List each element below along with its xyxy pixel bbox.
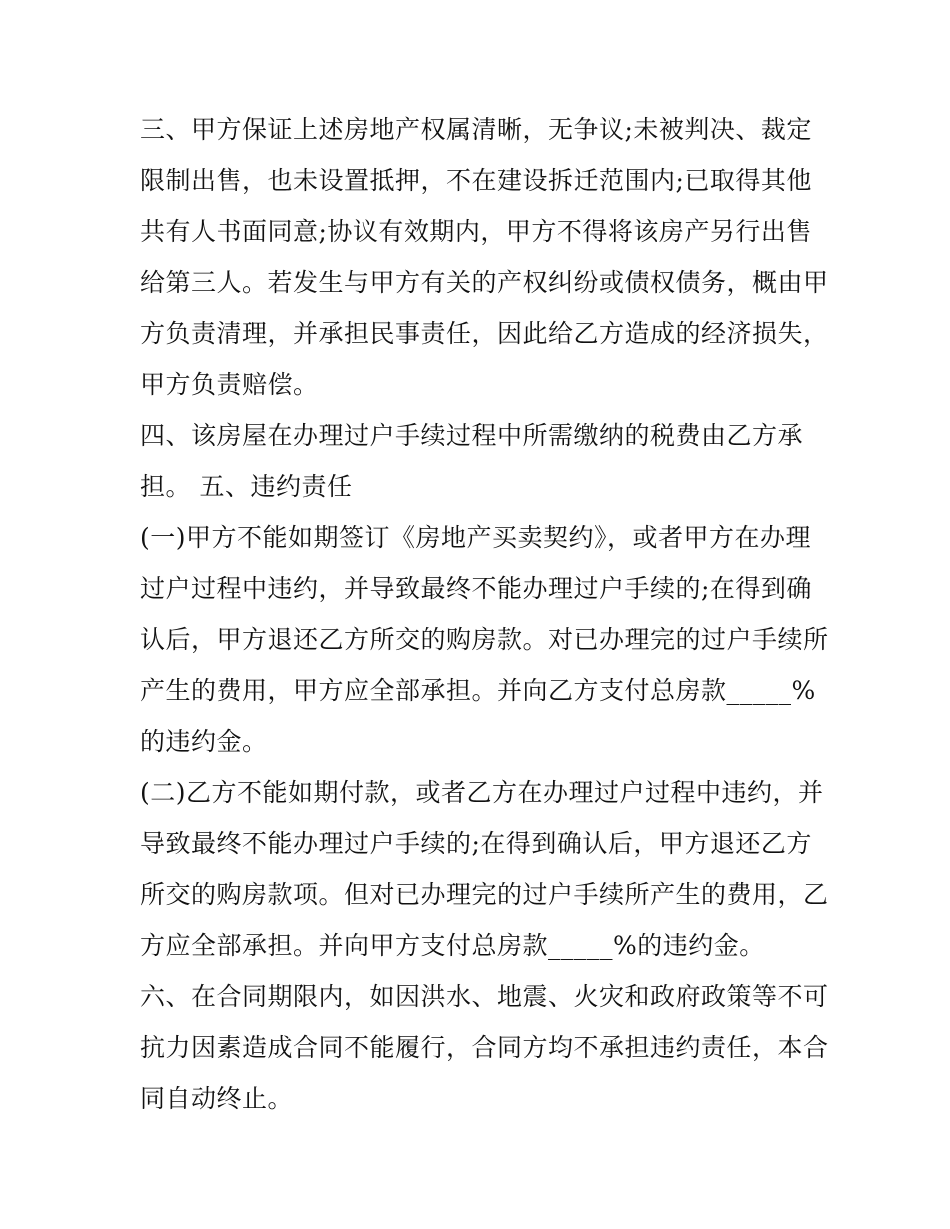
text-line: 同自动终止。 (140, 1084, 294, 1113)
text-line: 所交的购房款项。但对已办理完的过户手续所产生的费用，乙 (140, 880, 829, 909)
text-line: (二)乙方不能如期付款，或者乙方在办理过户过程中违约，并 (140, 778, 824, 807)
text-line: 共有人书面同意;协议有效期内，甲方不得将该房产另行出售 (140, 217, 812, 246)
text-line: (一)甲方不能如期签订《房地产买卖契约》，或者甲方在办理 (140, 523, 812, 552)
text-line: 导致最终不能办理过户手续的;在得到确认后，甲方退还乙方 (140, 829, 812, 858)
text-line: 的违约金。 (140, 727, 268, 756)
text-line: 产生的费用，甲方应全部承担。并向乙方支付总房款_____% (140, 676, 816, 705)
text-line: 担。 五、违约责任 (140, 472, 353, 501)
text-line: 给第三人。若发生与甲方有关的产权纠纷或债权债务，概由甲 (140, 268, 829, 297)
text-line: 抗力因素造成合同不能履行，合同方均不承担违约责任，本合 (140, 1033, 829, 1062)
text-line: 四、该房屋在办理过户手续过程中所需缴纳的税费由乙方承 (140, 421, 804, 450)
text-line: 限制出售，也未设置抵押，不在建设拆迁范围内;已取得其他 (140, 166, 812, 195)
text-line: 认后，甲方退还乙方所交的购房款。对已办理完的过户手续所 (140, 625, 829, 654)
text-line: 甲方负责赔偿。 (140, 370, 319, 399)
text-line: 过户过程中违约，并导致最终不能办理过户手续的;在得到确 (140, 574, 812, 603)
text-line: 方负责清理，并承担民事责任，因此给乙方造成的经济损失， (140, 319, 829, 348)
text-line: 六、在合同期限内，如因洪水、地震、火灾和政府政策等不可 (140, 982, 829, 1011)
text-line: 方应全部承担。并向甲方支付总房款_____%的违约金。 (140, 931, 765, 960)
text-line: 三、甲方保证上述房地产权属清晰，无争议;未被判决、裁定 (140, 115, 812, 144)
